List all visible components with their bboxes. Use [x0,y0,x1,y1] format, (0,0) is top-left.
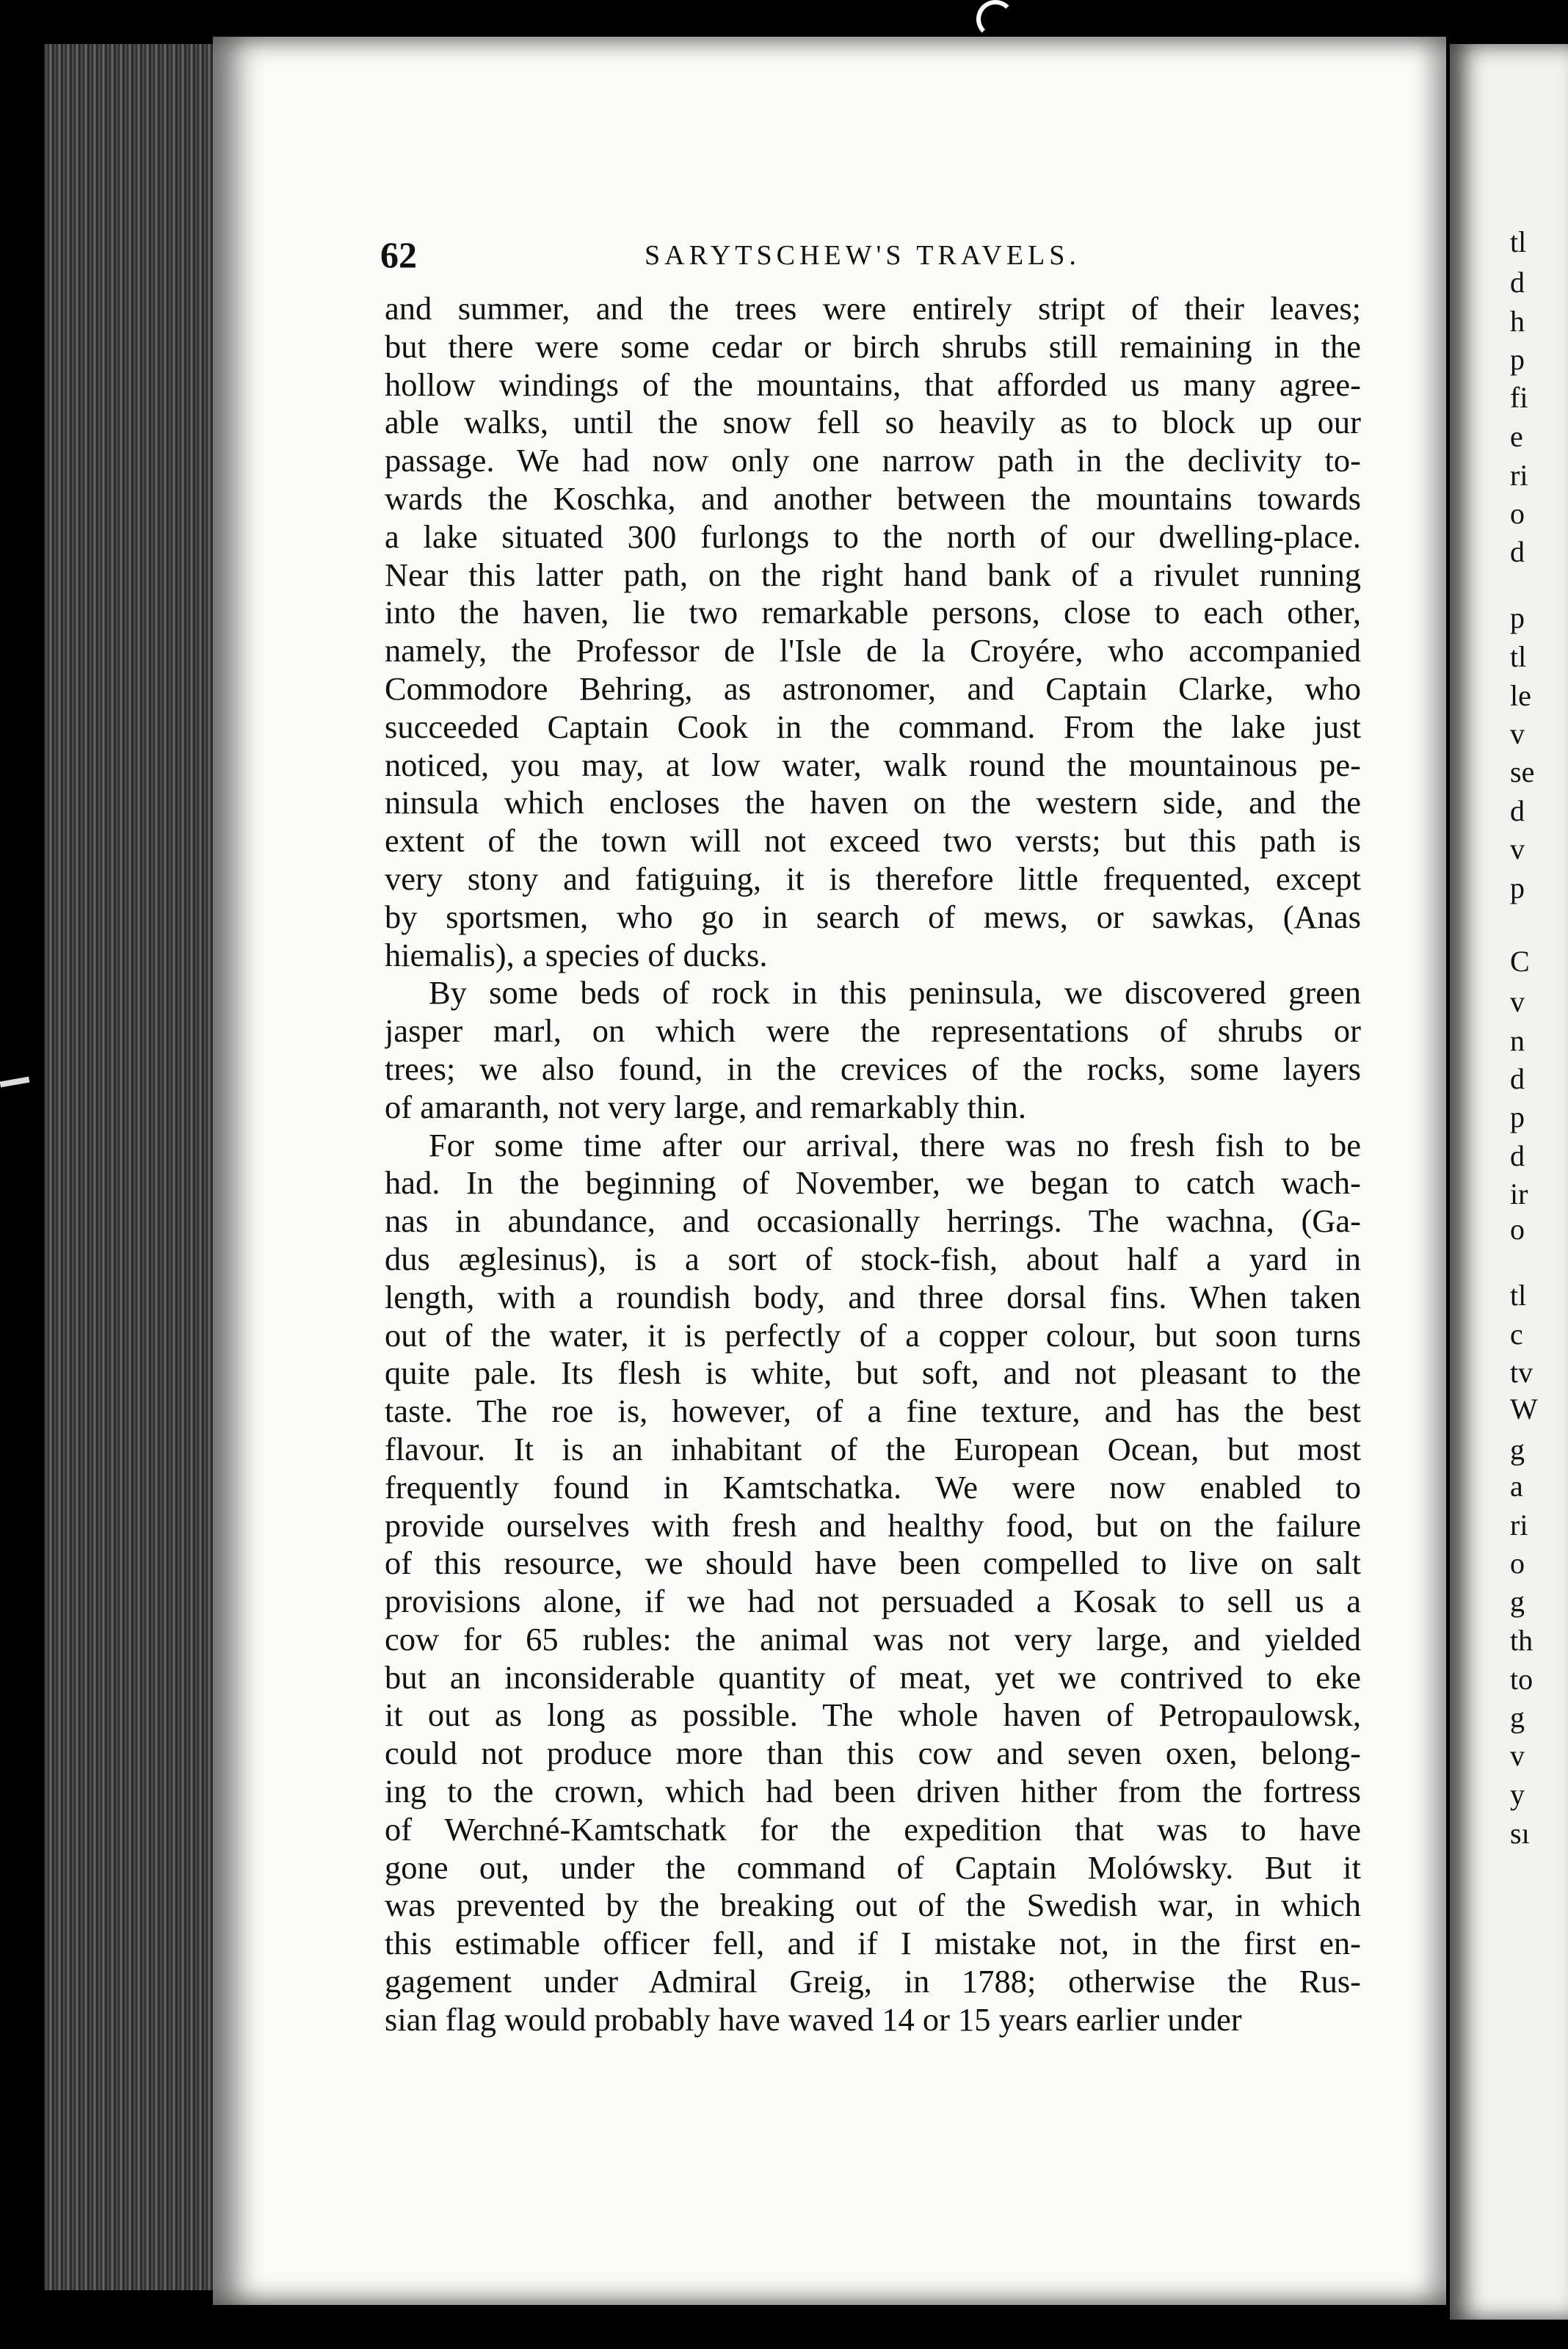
facing-page-text: C [1510,945,1530,978]
text-line: gone out, under the command of Captain Molówsky. But it [385,1848,1361,1886]
facing-page-fragment [1450,44,1568,2320]
facing-page-text: p [1510,601,1525,634]
paragraph [385,1127,1361,2039]
text-line: able walks, until the snow fell so heavily as to block up our [385,404,1361,441]
text-line: of Werchné-Kamtschatk for the expedition that was to have [385,1810,1361,1848]
facing-page-text: g [1510,1585,1525,1618]
paragraph [385,974,1361,1126]
text-line: into the haven, lie two remarkable persons, close to each other, [385,594,1361,631]
facing-page-text: ri [1510,1508,1528,1542]
text-line: was prevented by the breaking out of the Swedish war, in which [385,1887,1361,1924]
facing-page-text: sı [1510,1817,1530,1850]
facing-page-text: tv [1510,1356,1533,1389]
text-line: a lake situated 300 furlongs to the north of our dwelling-place. [385,518,1361,555]
facing-page-text: v [1510,717,1525,750]
book-page-edges [44,44,228,2290]
facing-page-text: o [1510,497,1525,530]
facing-page-text: n [1510,1024,1525,1057]
text-line: gagement under Admiral Greig, in 1788; otherwise the Rus- [385,1963,1361,2000]
text-line: this estimable officer fell, and if I mistake not, in the first en- [385,1925,1361,1962]
facing-page-text: e [1510,420,1523,453]
text-line: ing to the crown, which had been driven hither from the fortress [385,1773,1361,1810]
text-line: but there were some cedar or birch shrubs still remaining in the [385,327,1361,365]
facing-page-text: ri [1510,459,1528,492]
text-line: flavour. It is an inhabitant of the European Ocean, but most [385,1430,1361,1467]
facing-page-text: th [1510,1624,1533,1657]
facing-page-text: o [1510,1547,1525,1580]
facing-page-text: g [1510,1701,1525,1734]
text-line: ninsula which encloses the haven on the western side, and the [385,784,1361,821]
facing-page-text: o [1510,1213,1525,1246]
text-line: but an inconsiderable quantity of meat, yet we contrived to eke [385,1658,1361,1696]
facing-page-text: a [1510,1470,1523,1503]
text-line: frequently found in Kamtschatka. We were now enabled to [385,1468,1361,1506]
facing-page-text: h [1510,305,1525,338]
text-line: Commodore Behring, as astronomer, and Captain Clarke, who [385,669,1361,707]
text-line: had. In the beginning of November, we began to catch wach- [385,1164,1361,1202]
text-line: of this resource, we should have been compelled to live on salt [385,1544,1361,1582]
facing-page-text: ir [1510,1177,1528,1210]
text-line: jasper marl, on which were the representations of shrubs or [385,1012,1361,1050]
text-line: provisions alone, if we had not persuaded a Kosak to sell us a [385,1583,1361,1620]
text-line: hiemalis), a species of ducks. [385,936,768,973]
text-line: quite pale. Its flesh is white, but soft, and not pleasant to the [385,1354,1361,1392]
text-line: of amaranth, not very large, and remarkably thin. [385,1088,1027,1125]
text-line: wards the Koschka, and another between the mountains towards [385,479,1361,517]
scan-artifact-left [0,1077,29,1088]
facing-page-text: g [1510,1433,1525,1466]
text-line: sian flag would probably have waved 14 or 15 years earlier under [385,2000,1242,2038]
facing-page-text: v [1510,1739,1525,1772]
facing-page-text: d [1510,1139,1525,1172]
facing-page-text: d [1510,266,1525,299]
text-line: trees; we also found, in the crevices of the rocks, some layers [385,1050,1361,1087]
text-line: passage. We had now only one narrow path in the declivity to- [385,442,1361,479]
text-line: Near this latter path, on the right hand bank of a rivulet running [385,556,1361,593]
text-line: hollow windings of the mountains, that afforded us many agree- [385,366,1361,403]
facing-page-text: tl [1510,1279,1527,1312]
facing-page-text: W [1510,1393,1538,1426]
facing-page-text: p [1510,871,1525,904]
text-line: out of the water, it is perfectly of a copper colour, but soon turns [385,1316,1361,1354]
facing-page-text: p [1510,1100,1525,1133]
facing-page-text: fi [1510,381,1528,414]
text-line: taste. The roe is, however, of a fine texture, and has the best [385,1393,1361,1430]
text-line: noticed, you may, at low water, walk round the mountainous pe- [385,746,1361,783]
facing-page-text: v [1510,985,1525,1018]
facing-page-text: se [1510,755,1535,788]
text-line: dus æglesinus), is a sort of stock-fish, about half a yard in [385,1240,1361,1277]
text-line: namely, the Professor de l'Isle de la Croyére, who accompanied [385,632,1361,669]
text-line: succeeded Captain Cook in the command. From the lake just [385,708,1361,745]
text-line: length, with a roundish body, and three dorsal fins. When taken [385,1278,1361,1315]
text-line: could not produce more than this cow and seven oxen, belong- [385,1735,1361,1772]
scan-artifact [976,0,1015,38]
facing-page-text: p [1510,343,1525,376]
facing-page-text: v [1510,832,1525,865]
text-line: provide ourselves with fresh and healthy food, but on the failure [385,1506,1361,1544]
facing-page-text: d [1510,794,1525,827]
paragraph [385,290,1361,974]
facing-page-text: to [1510,1663,1533,1696]
running-head: SARYTSCHEW'S TRAVELS. [645,240,1081,271]
facing-page-text: tl [1510,640,1527,673]
text-line: by sportsmen, who go in search of mews, or sawkas, (Anas [385,898,1361,935]
text-line: it out as long as possible. The whole haven of Petropaulowsk, [385,1696,1361,1734]
text-line: cow for 65 rubles: the animal was not very large, and yielded [385,1620,1361,1658]
facing-page-text: d [1510,1062,1525,1095]
text-line: By some beds of rock in this peninsula, we discovered green [429,974,1361,1012]
text-line: very stony and fatiguing, it is therefore little frequented, except [385,860,1361,897]
text-line: For some time after our arrival, there was no fresh fish to be [429,1126,1361,1163]
page-number: 62 [380,234,417,275]
text-line: extent of the town will not exceed two versts; but this path is [385,822,1361,860]
page-header [380,233,1379,277]
facing-page-text: tl [1510,225,1527,258]
facing-page-text: y [1510,1778,1525,1811]
text-line: nas in abundance, and occasionally herrings. The wachna, (Ga- [385,1202,1361,1240]
facing-page-text: le [1510,679,1531,712]
facing-page-text: c [1510,1318,1523,1351]
text-line: and summer, and the trees were entirely stript of their leaves; [385,290,1361,327]
body-text [385,290,1361,2039]
facing-page-text: d [1510,535,1525,568]
